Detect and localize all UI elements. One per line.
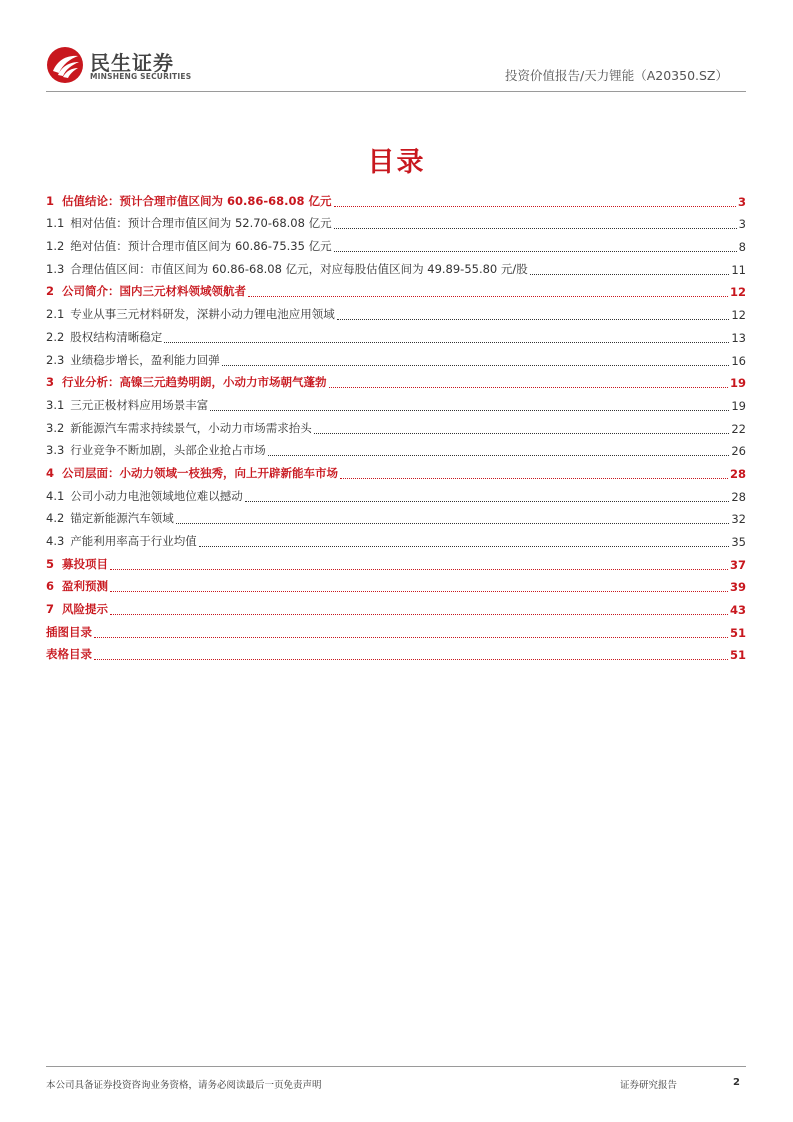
toc-entry-number: 4 — [46, 465, 55, 480]
toc-leader-dots — [530, 274, 730, 275]
toc-entry-label — [46, 397, 208, 415]
toc-entry[interactable] — [46, 324, 746, 347]
toc-entry-text: 业绩稳步增长，盈利能力回弹 — [70, 352, 220, 367]
toc-entry-number: 4.2 — [46, 511, 65, 526]
toc-entry[interactable] — [46, 596, 746, 619]
table-of-contents — [46, 188, 746, 664]
footer-divider — [46, 1066, 746, 1067]
toc-entry[interactable] — [46, 619, 746, 642]
toc-entry[interactable] — [46, 642, 746, 665]
toc-leader-dots — [110, 569, 728, 570]
toc-entry-number: 1 — [46, 193, 55, 208]
toc-entry-label — [46, 465, 338, 483]
toc-entry-page: 12 — [729, 285, 746, 300]
toc-entry-text: 新能源汽车需求持续景气，小动力市场需求抬头 — [70, 420, 312, 435]
toc-entry-number: 1.1 — [46, 216, 65, 231]
toc-entry-text: 公司小动力电池领域地位难以撼动 — [70, 488, 243, 503]
toc-entry[interactable] — [46, 574, 746, 597]
toc-leader-dots — [340, 478, 728, 479]
toc-entry-number: 2.3 — [46, 352, 65, 367]
toc-entry-number: 4.3 — [46, 534, 65, 548]
toc-entry-page: 3 — [737, 194, 746, 209]
toc-entry[interactable] — [46, 211, 746, 234]
toc-entry[interactable] — [46, 256, 746, 279]
toc-entry-label — [46, 646, 92, 664]
brand-name-cn: 民生证券 — [90, 51, 174, 75]
toc-entry[interactable] — [46, 188, 746, 211]
company-logo[interactable] — [46, 44, 226, 86]
toc-leader-dots — [176, 523, 730, 524]
toc-entry-number: 1.3 — [46, 261, 65, 276]
toc-entry-number: 2.1 — [46, 307, 65, 322]
toc-entry-label — [46, 374, 327, 392]
toc-entry-number: 4.1 — [46, 488, 65, 503]
toc-entry-text: 公司层面：小动力领域一枝独秀，向上开辟新能车市场 — [62, 465, 339, 480]
toc-entry-label — [46, 352, 220, 370]
toc-leader-dots — [199, 546, 730, 547]
page-header — [46, 44, 746, 92]
toc-entry-page: 26 — [731, 444, 746, 459]
toc-leader-dots — [268, 455, 730, 456]
toc-entry-text: 三元正极材料应用场景丰富 — [70, 397, 209, 412]
toc-entry-page: 16 — [731, 353, 746, 368]
toc-leader-dots — [314, 433, 730, 434]
toc-leader-dots — [329, 387, 728, 388]
toc-entry-text: 股权结构清晰稳定 — [70, 329, 163, 344]
toc-entry[interactable] — [46, 392, 746, 415]
toc-entry-label — [46, 510, 174, 528]
toc-entry-text: 绝对估值：预计合理市值区间为 60.86-75.35 亿元 — [70, 239, 332, 254]
toc-entry-page: 28 — [729, 466, 746, 481]
toc-leader-dots — [222, 365, 730, 366]
toc-entry-text: 插图目录 — [46, 624, 92, 639]
toc-leader-dots — [337, 319, 730, 320]
toc-leader-dots — [334, 228, 737, 229]
toc-entry-number: 3 — [46, 375, 55, 390]
toc-entry-label — [46, 556, 108, 574]
toc-entry-label — [46, 533, 197, 551]
toc-entry-number: 3.1 — [46, 397, 65, 412]
brand-name-en: MINSHENG SECURITIES — [90, 72, 192, 81]
toc-entry-page: 8 — [738, 240, 746, 255]
toc-entry-label — [46, 306, 335, 324]
toc-entry-page: 12 — [731, 308, 746, 323]
toc-entry-number: 7 — [46, 602, 55, 617]
toc-entry-number: 5 — [46, 556, 55, 571]
toc-entry-label — [46, 624, 92, 642]
toc-entry-label — [46, 283, 246, 301]
toc-entry[interactable] — [46, 460, 746, 483]
minsheng-logo-icon — [46, 46, 84, 84]
toc-entry[interactable] — [46, 506, 746, 529]
toc-entry-text: 专业从事三元材料研发，深耕小动力锂电池应用领域 — [70, 307, 335, 322]
toc-entry-page: 51 — [729, 648, 746, 663]
toc-entry-text: 产能利用率高于行业均值 — [70, 534, 197, 548]
toc-entry-page: 19 — [729, 376, 746, 391]
toc-entry-text: 相对估值：预计合理市值区间为 52.70-68.08 亿元 — [70, 216, 332, 231]
toc-entry-label — [46, 238, 332, 256]
toc-entry-page: 28 — [731, 489, 746, 504]
toc-entry[interactable] — [46, 233, 746, 256]
toc-entry-label — [46, 193, 332, 211]
header-divider — [46, 91, 746, 92]
toc-entry-page: 37 — [729, 557, 746, 572]
toc-leader-dots — [110, 591, 728, 592]
toc-entry-label — [46, 488, 243, 506]
toc-entry-page: 11 — [731, 262, 746, 277]
toc-leader-dots — [164, 342, 729, 343]
toc-title: 目录 — [367, 147, 426, 178]
toc-entry-page: 32 — [731, 512, 746, 527]
toc-entry[interactable] — [46, 279, 746, 302]
toc-entry-text: 表格目录 — [46, 647, 92, 662]
toc-leader-dots — [248, 296, 728, 297]
toc-entry[interactable] — [46, 528, 746, 551]
toc-entry-text: 锚定新能源汽车领域 — [70, 511, 174, 526]
page-number: 2 — [733, 1077, 740, 1088]
footer-report-type: 证券研究报告 — [620, 1080, 678, 1091]
toc-entry[interactable] — [46, 415, 746, 438]
toc-entry-text: 行业竞争不断加剧，头部企业抢占市场 — [70, 443, 266, 458]
toc-entry-number: 1.2 — [46, 239, 65, 254]
toc-entry[interactable] — [46, 347, 746, 370]
footer-disclaimer: 本公司具备证券投资咨询业务资格，请务必阅读最后一页免责声明 — [46, 1080, 322, 1091]
toc-entry-text: 合理估值区间：市值区间为 60.86-68.08 亿元，对应每股估值区间为 49.89-55.80 元/股 — [70, 261, 528, 276]
toc-entry[interactable] — [46, 551, 746, 574]
toc-entry-page: 13 — [731, 330, 746, 345]
toc-entry-number: 3.3 — [46, 443, 65, 458]
toc-leader-dots — [94, 659, 728, 660]
toc-entry[interactable] — [46, 483, 746, 506]
toc-entry-text: 估值结论：预计合理市值区间为 60.86-68.08 亿元 — [62, 193, 332, 208]
toc-entry[interactable] — [46, 370, 746, 393]
toc-entry-text: 盈利预测 — [62, 579, 109, 594]
toc-entry-text: 风险提示 — [62, 602, 109, 617]
toc-entry-page: 43 — [729, 603, 746, 618]
toc-entry-label — [46, 215, 332, 233]
toc-leader-dots — [334, 251, 737, 252]
toc-entry[interactable] — [46, 438, 746, 461]
toc-leader-dots — [245, 501, 730, 502]
toc-entry-label — [46, 329, 162, 347]
toc-leader-dots — [210, 410, 729, 411]
toc-entry-number: 2.2 — [46, 329, 65, 344]
toc-entry-label — [46, 420, 312, 438]
toc-leader-dots — [334, 206, 736, 207]
toc-leader-dots — [110, 614, 728, 615]
toc-entry-page: 3 — [738, 217, 746, 232]
toc-entry[interactable] — [46, 301, 746, 324]
toc-entry-text: 行业分析：高镍三元趋势明朗，小动力市场朝气蓬勃 — [62, 375, 327, 390]
toc-entry-text: 募投项目 — [62, 556, 109, 571]
toc-leader-dots — [94, 637, 728, 638]
toc-entry-number: 3.2 — [46, 420, 65, 435]
report-info: 投资价值报告/天力锂能（A20350.SZ） — [505, 68, 728, 83]
toc-entry-page: 22 — [731, 421, 746, 436]
toc-entry-page: 51 — [729, 625, 746, 640]
toc-entry-page: 35 — [731, 535, 746, 549]
toc-entry-number: 6 — [46, 579, 55, 594]
toc-entry-label — [46, 601, 108, 619]
toc-entry-page: 39 — [729, 580, 746, 595]
toc-entry-page: 19 — [731, 398, 746, 413]
toc-entry-label — [46, 578, 108, 596]
toc-entry-text: 公司简介：国内三元材料领域领航者 — [62, 284, 247, 299]
toc-entry-label — [46, 261, 528, 279]
toc-entry-number: 2 — [46, 284, 55, 299]
toc-entry-label — [46, 442, 266, 460]
